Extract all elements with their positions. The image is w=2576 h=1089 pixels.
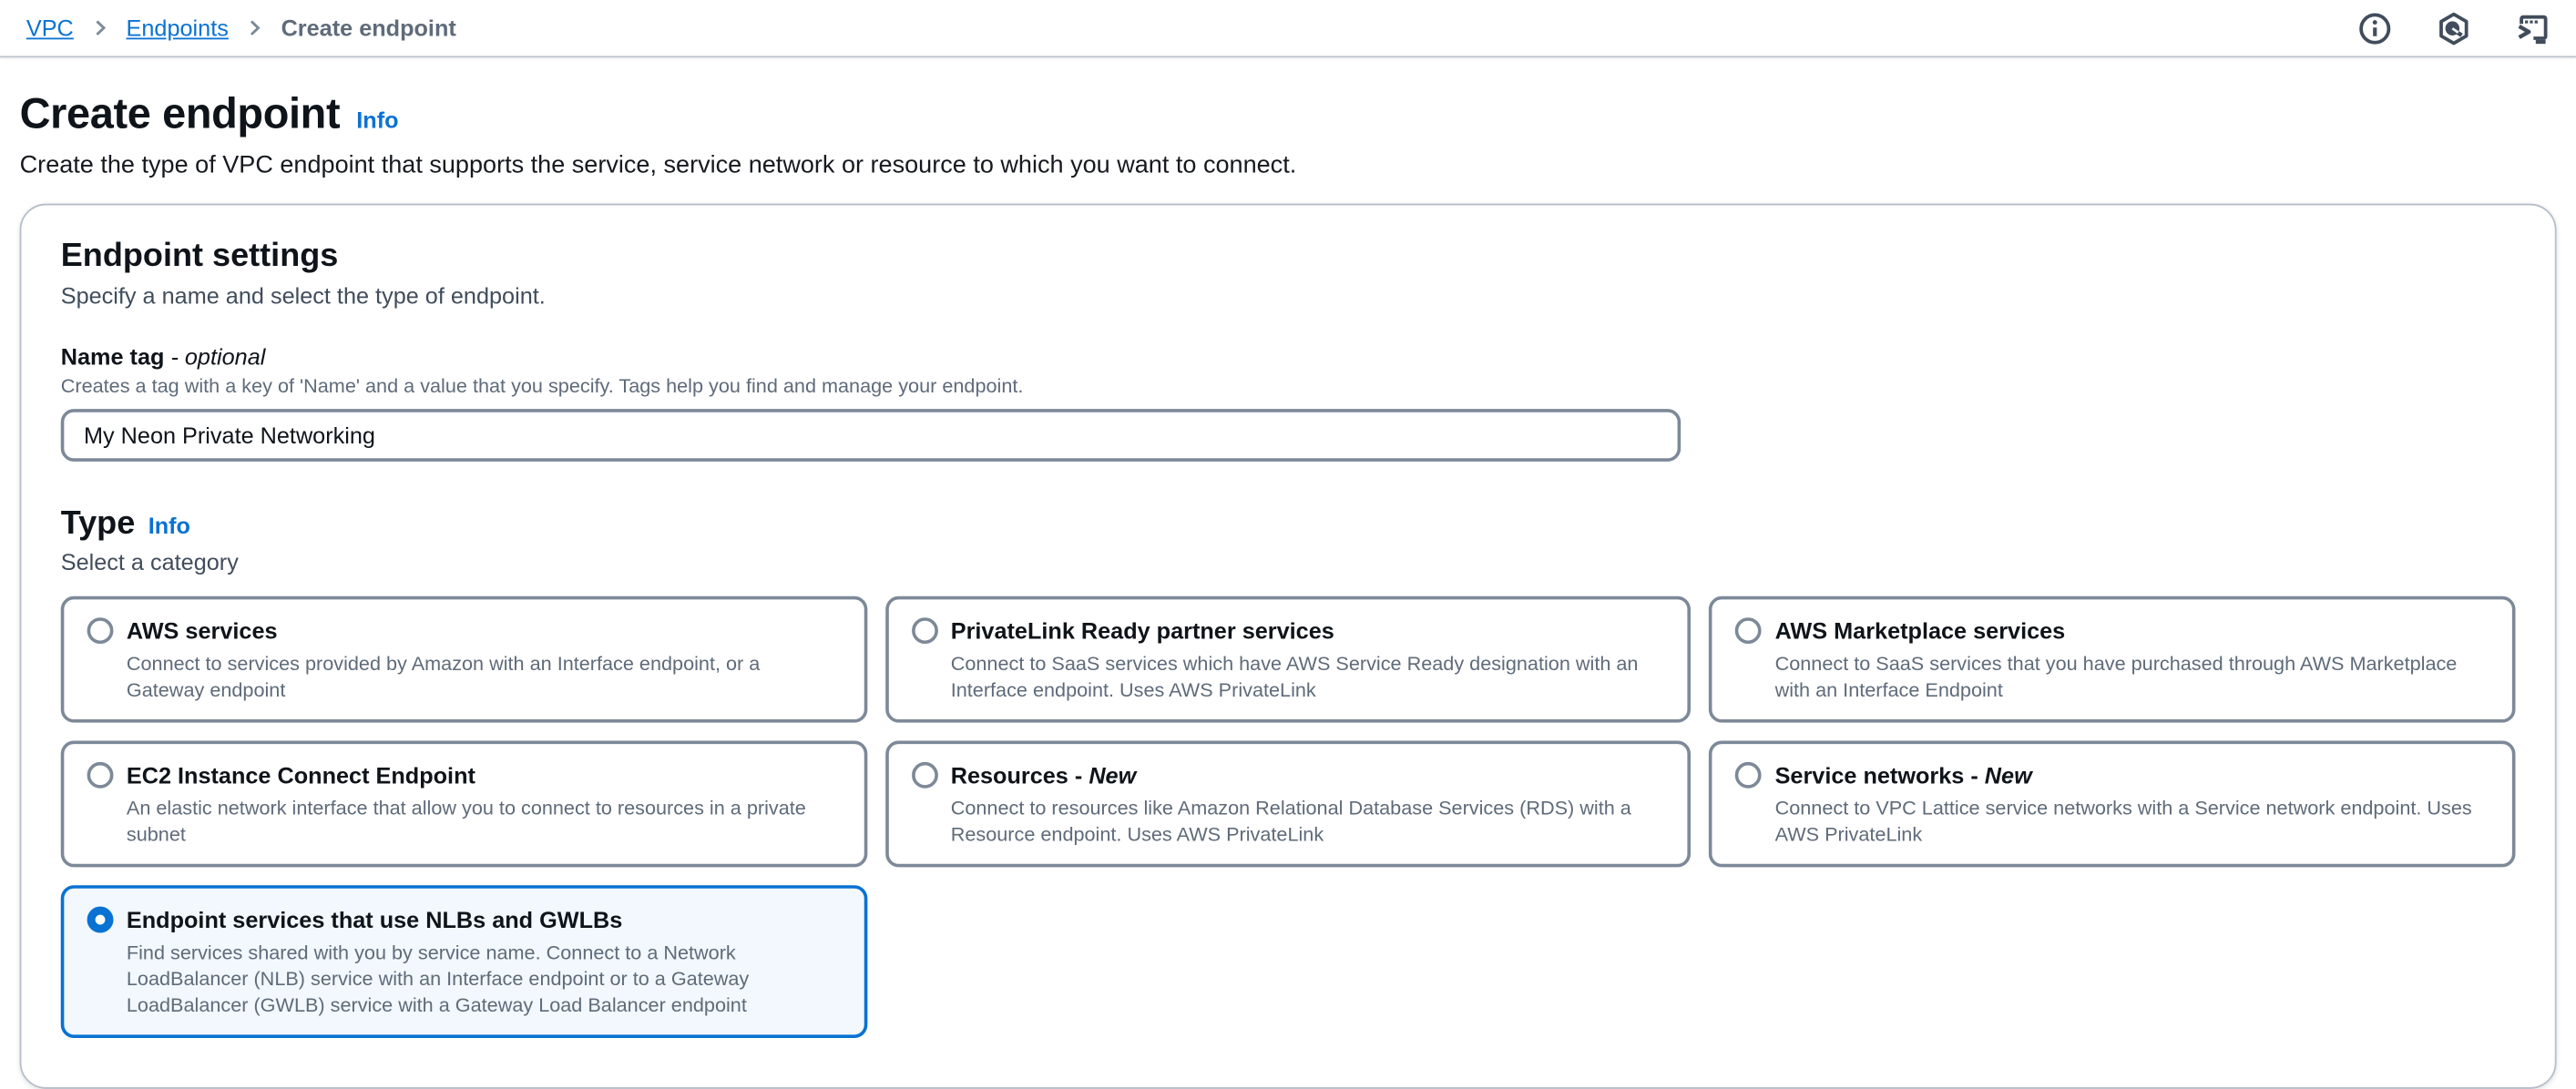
type-info-link[interactable]: Info	[148, 512, 190, 539]
name-tag-constraint: Creates a tag with a key of 'Name' and a value that you specify. Tags help you find and manage your endpoint.	[60, 374, 1024, 398]
type-section-header	[61, 506, 2516, 575]
type-title: Type	[60, 505, 136, 543]
type-tile-endpoint-services-nlb-gwlb[interactable]	[61, 885, 867, 1038]
name-tag-label: Name tag - optional	[60, 342, 266, 370]
name-tag-field	[61, 343, 2516, 462]
toolbar-icons	[2357, 11, 2550, 46]
type-tile-service-networks[interactable]	[1709, 740, 2515, 867]
tile-description: Connect to SaaS services that you have purchased through AWS Marketplace with an Interface Endpoint	[1774, 652, 2458, 702]
tile-text	[127, 758, 841, 847]
type-tile-aws-services[interactable]	[61, 596, 867, 723]
tile-description: An elastic network interface that allow you to connect to resources in a private subnet	[126, 796, 806, 846]
radio-unselected[interactable]	[87, 617, 114, 644]
tile-title: AWS Marketplace services	[1774, 617, 2066, 645]
tile-description: Connect to services provided by Amazon with an Interface endpoint, or a Gateway endpoint	[126, 652, 761, 702]
tile-title: PrivateLink Ready partner services	[950, 617, 1334, 645]
page-description: Create the type of VPC endpoint that supports the service, service network or resource to which you want to connect.	[19, 150, 1297, 179]
tile-title: Endpoint services that use NLBs and GWLBs	[126, 906, 623, 933]
breadcrumb-vpc[interactable]: VPC	[26, 15, 74, 42]
radio-unselected[interactable]	[911, 762, 937, 789]
type-tile-privatelink-ready-partner-services[interactable]	[885, 596, 1692, 723]
cloudshell-icon[interactable]	[2515, 11, 2550, 46]
tile-description: Connect to resources like Amazon Relational Database Services (RDS) with a Resource endpoint. Uses AWS PrivateLink	[950, 796, 1631, 846]
amazon-q-icon[interactable]	[2437, 11, 2471, 46]
info-icon[interactable]	[2357, 11, 2392, 46]
tile-description: Connect to VPC Lattice service networks with a Service network endpoint. Uses AWS PrivateLink	[1774, 796, 2472, 846]
type-tile-resources[interactable]	[885, 740, 1692, 867]
tile-text	[951, 758, 1665, 847]
radio-unselected[interactable]	[1735, 762, 1762, 789]
breadcrumb-bar	[0, 0, 2576, 57]
type-tiles	[61, 596, 2516, 1038]
tile-title: Resources - New	[950, 761, 1137, 789]
name-tag-input[interactable]	[61, 409, 1681, 462]
type-tile-ec2-instance-connect-endpoint[interactable]	[61, 740, 867, 867]
chevron-right-icon	[90, 18, 110, 38]
tile-title: Service networks - New	[1774, 761, 2032, 789]
radio-unselected[interactable]	[1735, 617, 1762, 644]
page-info-link[interactable]: Info	[356, 107, 399, 134]
endpoint-settings-title: Endpoint settings	[60, 238, 339, 275]
radio-unselected[interactable]	[911, 617, 937, 644]
radio-selected[interactable]	[87, 907, 114, 933]
breadcrumb	[26, 15, 456, 41]
tile-text	[127, 615, 841, 703]
type-tile-aws-marketplace-services[interactable]	[1709, 596, 2515, 723]
tile-description: Connect to SaaS services which have AWS Service Ready designation with an Interface endpoint. Uses AWS PrivateLink	[950, 652, 1639, 702]
radio-unselected[interactable]	[87, 762, 114, 789]
chevron-right-icon	[245, 18, 265, 38]
tile-text	[951, 615, 1665, 703]
breadcrumb-current: Create endpoint	[281, 15, 456, 42]
tile-text	[1775, 758, 2489, 847]
tile-text	[127, 903, 841, 1018]
breadcrumb-endpoints[interactable]: Endpoints	[126, 15, 229, 42]
endpoint-settings-description: Specify a name and select the type of endpoint.	[60, 282, 546, 310]
page-title: Create endpoint	[19, 88, 341, 138]
endpoint-settings-card	[20, 204, 2557, 1089]
tile-title: EC2 Instance Connect Endpoint	[126, 761, 475, 789]
tile-description: Find services shared with you by service name. Connect to a Network LoadBalancer (NLB) service with an Interface endpoint or to a Gateway LoadBalancer (GWLB) service with a Gateway Load Balancer endpoint	[126, 941, 750, 1017]
type-description: Select a category	[60, 548, 239, 575]
tile-text	[1775, 615, 2489, 703]
tile-title: AWS services	[126, 617, 278, 645]
